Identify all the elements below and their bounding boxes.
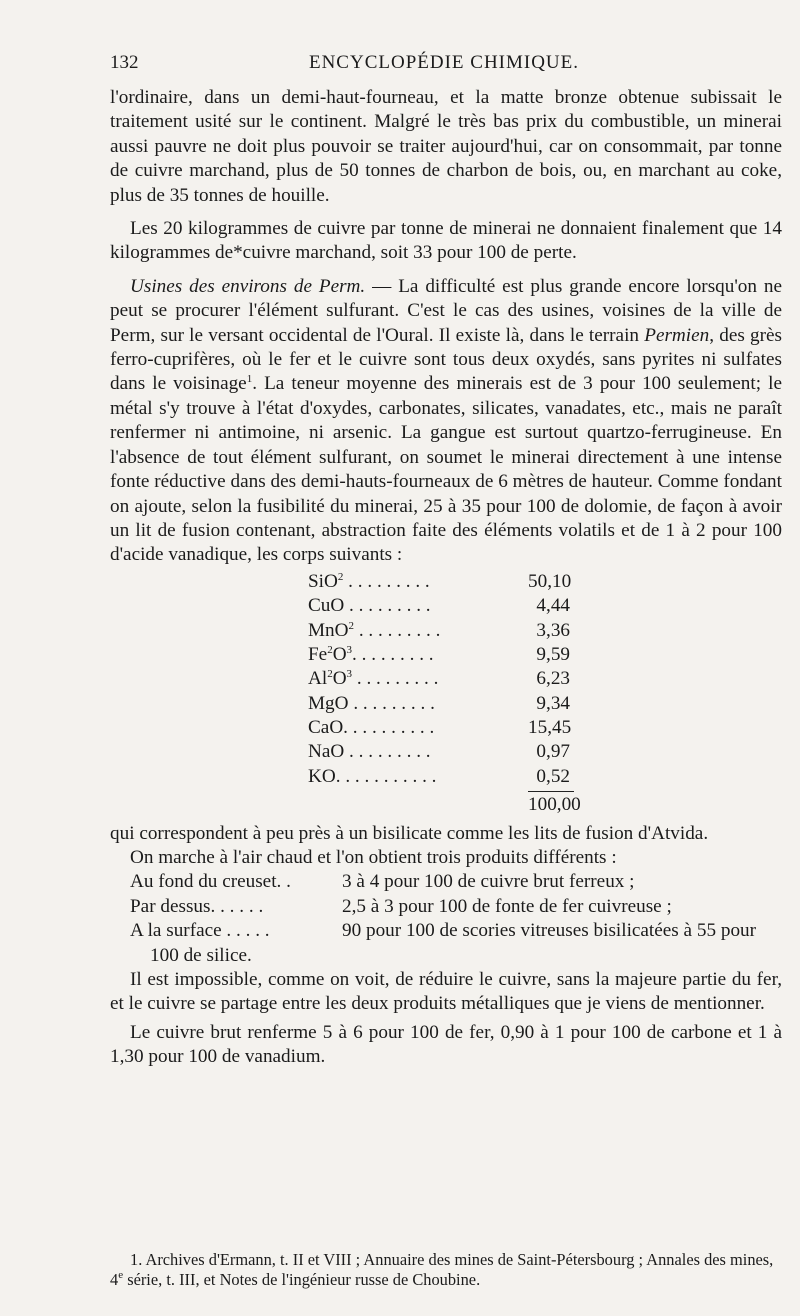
subscript: 3 [346, 643, 353, 656]
formula: NaO [308, 741, 345, 763]
list-item [130, 870, 782, 894]
value: 0,97 [536, 741, 570, 763]
product-position: Par dessus. . . . . . [130, 895, 264, 917]
subscript: 2 [327, 643, 333, 656]
paragraph-cuivre-brut: Le cuivre brut renferme 5 à 6 pour 100 de fer, 0,90 à 1 pour 100 de carbone et 1 à 1,30 pour 100 de vanadium. [110, 1021, 782, 1068]
value: 4,44 [536, 595, 570, 617]
value: 50,10 [528, 570, 572, 592]
product-position: Au fond du creuset. . [130, 871, 291, 893]
formula: CaO [308, 717, 344, 739]
product-description: 3 à 4 pour 100 de cuivre brut ferreux ; [342, 871, 635, 893]
total-rule [528, 791, 574, 792]
footnote-text-a: Archives d'Ermann, t. II et VIII ; Annuaire des mines de Saint-Pétersbourg ; Annales des mines, 4 [110, 1250, 774, 1289]
paragraph-impossible: Il est impossible, comme on voit, de réduire le cuivre, sans la majeure partie du fer, et le cuivre se partage entre les deux produits métalliques que je viens de mentionner. [110, 969, 782, 1015]
dot-leader: . . . . . . . . . . . [335, 765, 437, 787]
value: 3,36 [536, 619, 570, 641]
dot-leader: . . . . . . . . . . [343, 717, 435, 739]
value: 6,23 [536, 668, 570, 690]
dot-leader: . . . . . . . . . [352, 643, 434, 665]
product-description: 2,5 à 3 pour 100 de fonte de fer cuivreuse ; [342, 895, 672, 917]
dot-leader: . . . . . . . . . [352, 668, 439, 690]
total-value: 100,00 [528, 794, 581, 816]
list-item [130, 895, 782, 919]
product-description-continued: 100 de silice. [150, 944, 252, 966]
footnote-number: 1. [130, 1250, 143, 1269]
perm-text-b: , des grès ferro-cuprifères, où le fer et le cuivre sont tous deux oxydés, sans pyrites ni sulfates dans le voisinage [110, 324, 783, 395]
footnote-sup: e [118, 1269, 124, 1281]
dot-leader: . . . . . . . . . [348, 692, 435, 714]
running-header [110, 52, 778, 82]
dot-leader: . . . . . . . . . [344, 741, 431, 763]
page-body [110, 86, 782, 1070]
formula: Fe [308, 643, 328, 665]
paragraph-2: Les 20 kilogrammes de cuivre par tonne de minerai ne donnaient finalement que 14 kilogrammes de*cuivre marchand, soit 33 pour 100 de perte. [110, 218, 782, 264]
formula: CuO [308, 595, 345, 617]
table-row [308, 619, 782, 643]
value: 15,45 [528, 717, 572, 739]
table-row [308, 716, 782, 740]
value: 9,59 [536, 643, 570, 665]
formula: Al [308, 668, 328, 690]
paragraph-perm [110, 275, 782, 568]
formula-rest: O [332, 643, 347, 665]
product-description: 90 pour 100 de scories vitreuses bisilicatées à 55 pour [342, 920, 757, 942]
table-row [308, 765, 782, 789]
total-row [308, 793, 782, 817]
footnote-text-b: série, t. III, et Notes de l'ingénieur russe de Choubine. [123, 1270, 481, 1289]
composition-table [308, 570, 782, 818]
permien-term: Permien [644, 324, 710, 346]
table-row [308, 740, 782, 764]
table-row [308, 692, 782, 716]
dot-leader: . . . . . . . . . [354, 619, 441, 641]
paragraph-products-intro: On marche à l'air chaud et l'on obtient trois produits différents : [130, 847, 617, 869]
subscript: 2 [327, 668, 333, 681]
perm-text-a: — La difficulté est plus grande encore lorsqu'on ne peut se procurer l'élément sulfurant. C'est le cas des usines, voisines de la ville de Perm, sur le versant occidental de l'Oural. Il existe là, dans le terrain [110, 275, 782, 346]
footnote-ref: 1 [246, 373, 253, 386]
dot-leader: . . . . . . . . . [343, 570, 430, 592]
list-item [130, 919, 782, 943]
section-heading-perm: Usines des environs de Perm. [130, 275, 366, 297]
formula-rest: O [332, 668, 347, 690]
paragraph-bisilicate: qui correspondent à peu près à un bisilicate comme les lits de fusion d'Atvida. [110, 822, 709, 844]
running-title: ENCYCLOPÉDIE CHIMIQUE. [308, 52, 580, 73]
table-row [308, 594, 782, 618]
formula: KO [308, 765, 336, 787]
paragraph-1: l'ordinaire, dans un demi-haut-fourneau, et la matte bronze obtenue subissait le traitement usité sur le continent. Malgré le très bas prix du combustible, un minerai aussi pauvre ne doit plus pouvoir se traiter aujourd'hui, car on consommait, par tonne de cuivre marchand, plus de 50 tonnes de charbon de bois, ou, en marchant au coke, plus de 35 tonnes de houille. [110, 87, 782, 206]
product-position: A la surface . . . . . [130, 920, 270, 942]
formula: SiO [308, 570, 338, 592]
subscript: 3 [346, 668, 353, 681]
table-row [308, 667, 782, 691]
value: 9,34 [536, 692, 570, 714]
subscript: 2 [348, 619, 355, 632]
subscript: 2 [337, 570, 344, 583]
table-row [308, 643, 782, 667]
perm-text-c: . La teneur moyenne des minerais est de 3 pour 100 seulement; le métal s'y trouve à l'état d'oxydes, carbonates, silicates, vanadates, etc., mais ne paraît renfermer ni antimoine, ni arsenic. La gangue est surtout quartzo-ferrugineuse. En l'absence de tout élément sulfurant, on soumet le minerai directement à une intense fonte réductive dans des demi-hauts-fourneaux de 6 mètres de hauteur. Comme fondant on ajoute, selon la fusibilité du minerai, 25 à 35 pour 100 de dolomie, de façon à avoir un lit de fusion contenant, abstraction faite des éléments volatils et de 1 à 2 pour 100 d'acide vanadique, les corps suivants : [110, 373, 782, 566]
products-list [110, 870, 782, 968]
formula: MgO [308, 692, 349, 714]
value: 0,52 [536, 765, 570, 787]
dot-leader: . . . . . . . . . [344, 595, 431, 617]
table-row [308, 570, 782, 594]
page-number: 132 [110, 52, 139, 73]
formula: MnO [308, 619, 349, 641]
footnote [110, 1250, 782, 1290]
